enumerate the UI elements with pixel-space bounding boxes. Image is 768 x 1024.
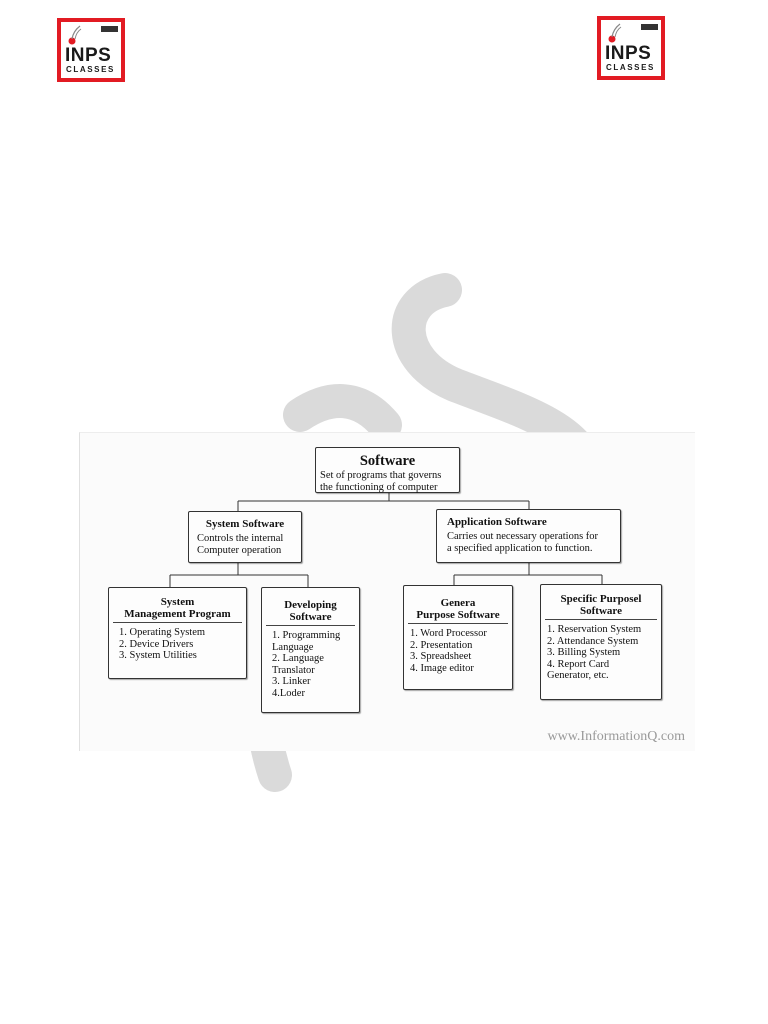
divider — [408, 623, 508, 624]
logo-subtitle: CLASSES — [66, 65, 115, 74]
list-item: 1. Reservation System — [547, 624, 642, 635]
software-node — [315, 447, 460, 493]
list-item: 4.Loder — [272, 687, 305, 699]
logo-title: INPS — [65, 45, 112, 66]
general-purpose-software-node — [403, 585, 513, 690]
software-diagram — [79, 432, 695, 751]
list-item: 3. Billing System — [547, 647, 621, 658]
list-item: 3. Linker — [272, 676, 311, 687]
system-software-title: System Software — [205, 518, 285, 530]
developing-software-title-line2: Software — [289, 611, 332, 623]
specific-purpose-title-line2: Software — [580, 605, 622, 617]
system-management-title-line1: System — [160, 596, 195, 608]
developing-software-node — [261, 587, 360, 713]
list-item: 4. Report Card — [547, 658, 610, 670]
specific-purpose-items — [541, 624, 661, 682]
inps-logo-right — [597, 16, 665, 80]
application-software-title: Application Software — [447, 516, 547, 528]
divider — [113, 622, 242, 623]
software-node-desc-line2: the functioning of computer — [320, 482, 438, 493]
specific-purpose-title-line1: Specific Purposel — [560, 593, 642, 605]
system-management-items — [109, 627, 246, 662]
application-software-desc-line2: a specified application to function. — [447, 543, 593, 554]
list-item: Generator, etc. — [547, 670, 609, 681]
general-purpose-title-line2: Purpose Software — [416, 609, 500, 621]
system-software-desc-line1: Controls the internal — [197, 533, 284, 544]
general-purpose-title-line1: Genera — [440, 597, 476, 609]
list-item: 1. Operating System — [119, 627, 206, 638]
list-item: 2. Presentation — [410, 639, 473, 651]
logo-subtitle: CLASSES — [606, 63, 655, 72]
list-item: 1. Word Processor — [410, 628, 487, 639]
list-item: Translator — [272, 664, 315, 676]
list-item: 3. Spreadsheet — [410, 651, 472, 662]
logo-badge — [641, 24, 658, 30]
developing-software-items — [262, 630, 359, 699]
list-item: 4. Image editor — [410, 662, 474, 674]
specific-purpose-software-node — [540, 584, 662, 700]
list-item: 2. Attendance System — [547, 635, 639, 647]
logo-title: INPS — [605, 43, 652, 64]
list-item: 3. System Utilities — [119, 650, 197, 661]
system-management-title-line2: Management Program — [124, 608, 231, 620]
logo-badge — [101, 26, 118, 32]
software-node-desc-line1: Set of programs that governs — [320, 470, 442, 481]
application-software-desc-line1: Carries out necessary operations for — [447, 531, 599, 542]
pen-nib-icon — [607, 22, 623, 44]
divider — [545, 619, 657, 620]
pen-nib-icon — [67, 24, 83, 46]
system-software-desc-line2: Computer operation — [197, 545, 282, 556]
list-item: 1. Programming — [272, 630, 341, 641]
list-item: 2. Device Drivers — [119, 638, 194, 650]
list-item: Language — [272, 641, 314, 653]
system-management-program-node — [108, 587, 247, 679]
source-credit: www.InformationQ.com — [547, 729, 685, 744]
system-software-node — [188, 511, 302, 563]
application-software-node — [436, 509, 621, 563]
developing-software-title-line1: Developing — [284, 599, 337, 611]
list-item: 2. Language — [272, 653, 324, 664]
general-purpose-items — [404, 628, 512, 674]
divider — [266, 625, 355, 626]
inps-logo-left — [57, 18, 125, 82]
software-node-title: Software — [359, 453, 416, 469]
